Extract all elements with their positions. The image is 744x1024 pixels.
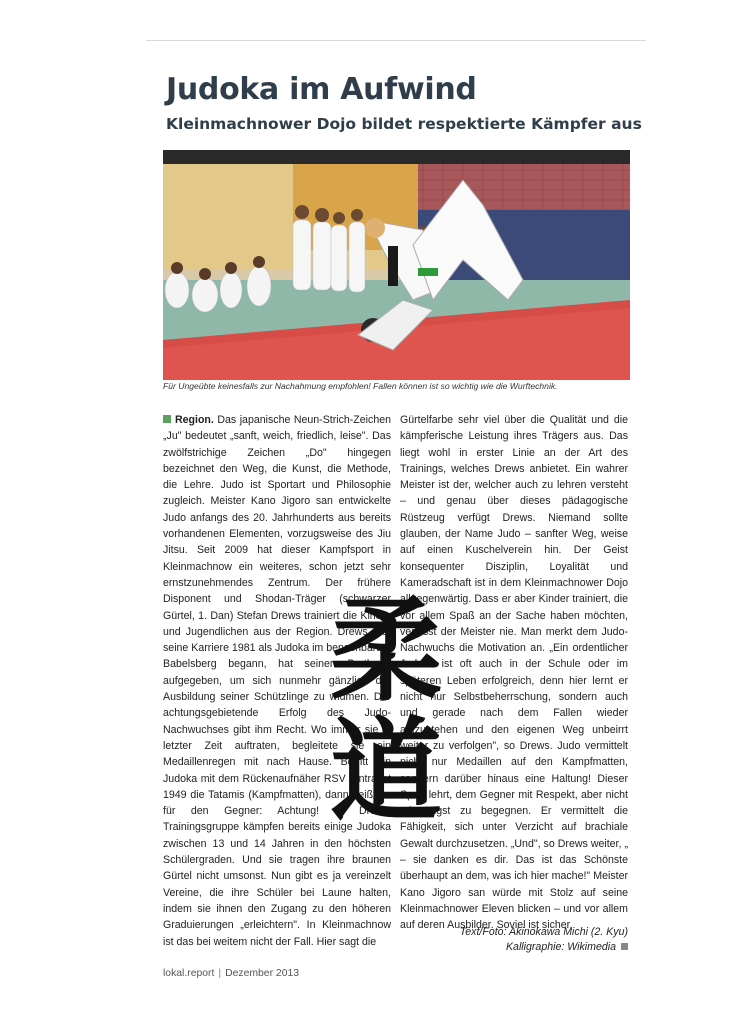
end-marker-icon [621,943,628,950]
column-1-text: Das japanische Neun-Strich-Zeichen „Ju" bedeutet „sanft, weich, friedlich, leise". Das zwölfstrichige Zeichen „Do" hingegen bezeichnet den Weg, die Kunst, die Methode, die Lehre. Judo ist Sportart und Philosophie zugleich. Meister Kano Jigoro san entwickelte Judo anfangs des 20. Jahrhunderts aus bereits vorhandenen Elementen, vorzugsweise des Jiu Jitsu. Seit 2009 hat dieser Kampfsport in Kleinmachnow ein weiteres, schon jetzt sehr ernstzunehmendes Zentrum. Der frühere Disponent und Shodan-Träger (schwarzer Gürtel, 1. Dan) Stefan Drews trainiert die Kinder und Jugendlichen aus der Region. Drews, der seine Karriere 1981 als Judoka im benachbarten Babelsberg begann, hat seinen Brotberuf aufgegeben, um sich nunmehr gänzlich der Ausbildung seiner Schützlinge zu widmen. Der achtungsgebietende Erfolg des Judo-Nachwuchses gibt ihm Recht. Wo immer sie in letzter Zeit auftraten, begleitete sie ein Medaillenregen mit nach Hause. Betritt ein Judoka mit dem Rückenaufnäher RSV Eintracht 1949 die Tatamis (Kampfmatten), dann heißt es für den Gegner: Achtung! In Drews' Trainingsgruppe kämpfen bereits einige Judoka zwischen 13 und 14 Jahren in den höchsten Schülergraden. Und sie tragen ihre braunen Gürtel nicht umsonst. Nun gibt es ja vereinzelt Vereine, die ihre Schüler bei Laune halten, indem sie ihnen den Zugang zu den höheren Graduierungen „erleichtern". In Kleinmachnow ist das bei weitem nicht der Fall. Hier sagt die [163,414,392,948]
judo-photo [163,150,630,380]
article-headline: Judoka im Aufwind [166,72,477,107]
region-label: Region. [175,414,214,426]
article-subheadline: Kleinmachnower Dojo bildet respektierte Kämpfer aus [166,115,642,133]
photo-caption: Für Ungeübte keinesfalls zur Nachahmung empfohlen! Fallen können ist so wichtig wie die Wurftechnik. [163,381,558,391]
calligraphy-do: 道 [330,706,442,834]
judo-calligraphy [327,572,445,834]
page-top-edge [146,40,646,41]
issue-date: Dezember 2013 [225,968,300,979]
credit-calligraphy: Kalligraphie: Wikimedia [505,941,616,953]
region-marker-icon [163,415,171,423]
page-footer: lokal.report | Dezember 2013 [163,968,300,979]
article-credits [400,925,628,955]
credit-text-photo: Text/Foto: Akinokawa Michi (2. Kyu) [459,926,628,938]
column-2-text: Gürtelfarbe sehr viel über die Qualität und die kämpferische Leistung ihres Trägers aus. Das liegt wohl in erster Linie an der Art des Trainings, welches Drews anbietet. Ein wahrer Meister ist der, welcher auch zu lehren versteht – und genau über dieses pädagogische Rüstzeug verfügt Drews. Niemand sollte glauben, der Name Judo – sanfter Weg, weise auf einen Kuschelverein hin. Der Geist konsequenter Disziplin, Loyalität und Kameradschaft ist in dem Kleinmachnower Dojo allgegenwärtig. Dass er aber Kinder trainiert, die vor allem Spaß an der Sache haben möchten, vergisst der Meister nie. Man merkt dem Judo-Nachwuchs die Motivation an. „Ein ordentlicher Judoka ist oft auch in der Schule oder im späteren Leben erfolgreich, denn hier lernt er nicht nur Selbstbeherrschung, sondern auch und gerade nach dem Fallen wieder aufzustehen und den eigenen Weg unbeirrt weiter zu verfolgen", so Drews. Judo vermittelt nicht nur Medaillen auf den Kampfmatten, sondern darüber hinaus eine Haltung! Dieser Sport lehrt, dem Gegner mit Respekt, aber nicht mit Angst zu begegnen. Er vermittelt die Fähigkeit, sich unter Verzicht auf brachiale Gewalt durchzusetzen. „Und", so Drews weiter, „ – sie danken es dir. Das ist das Schönste überhaupt an dem, was ich hier mache!" Meister Kano Jigoro san würde mit Stolz auf seine Kleinmachnower Eleven blicken – und vor allem auf deren Ausbilder. Soviel ist sicher. [400,414,628,932]
calligraphy-ju: 柔 [330,586,442,717]
publication-name: lokal.report [163,968,215,979]
